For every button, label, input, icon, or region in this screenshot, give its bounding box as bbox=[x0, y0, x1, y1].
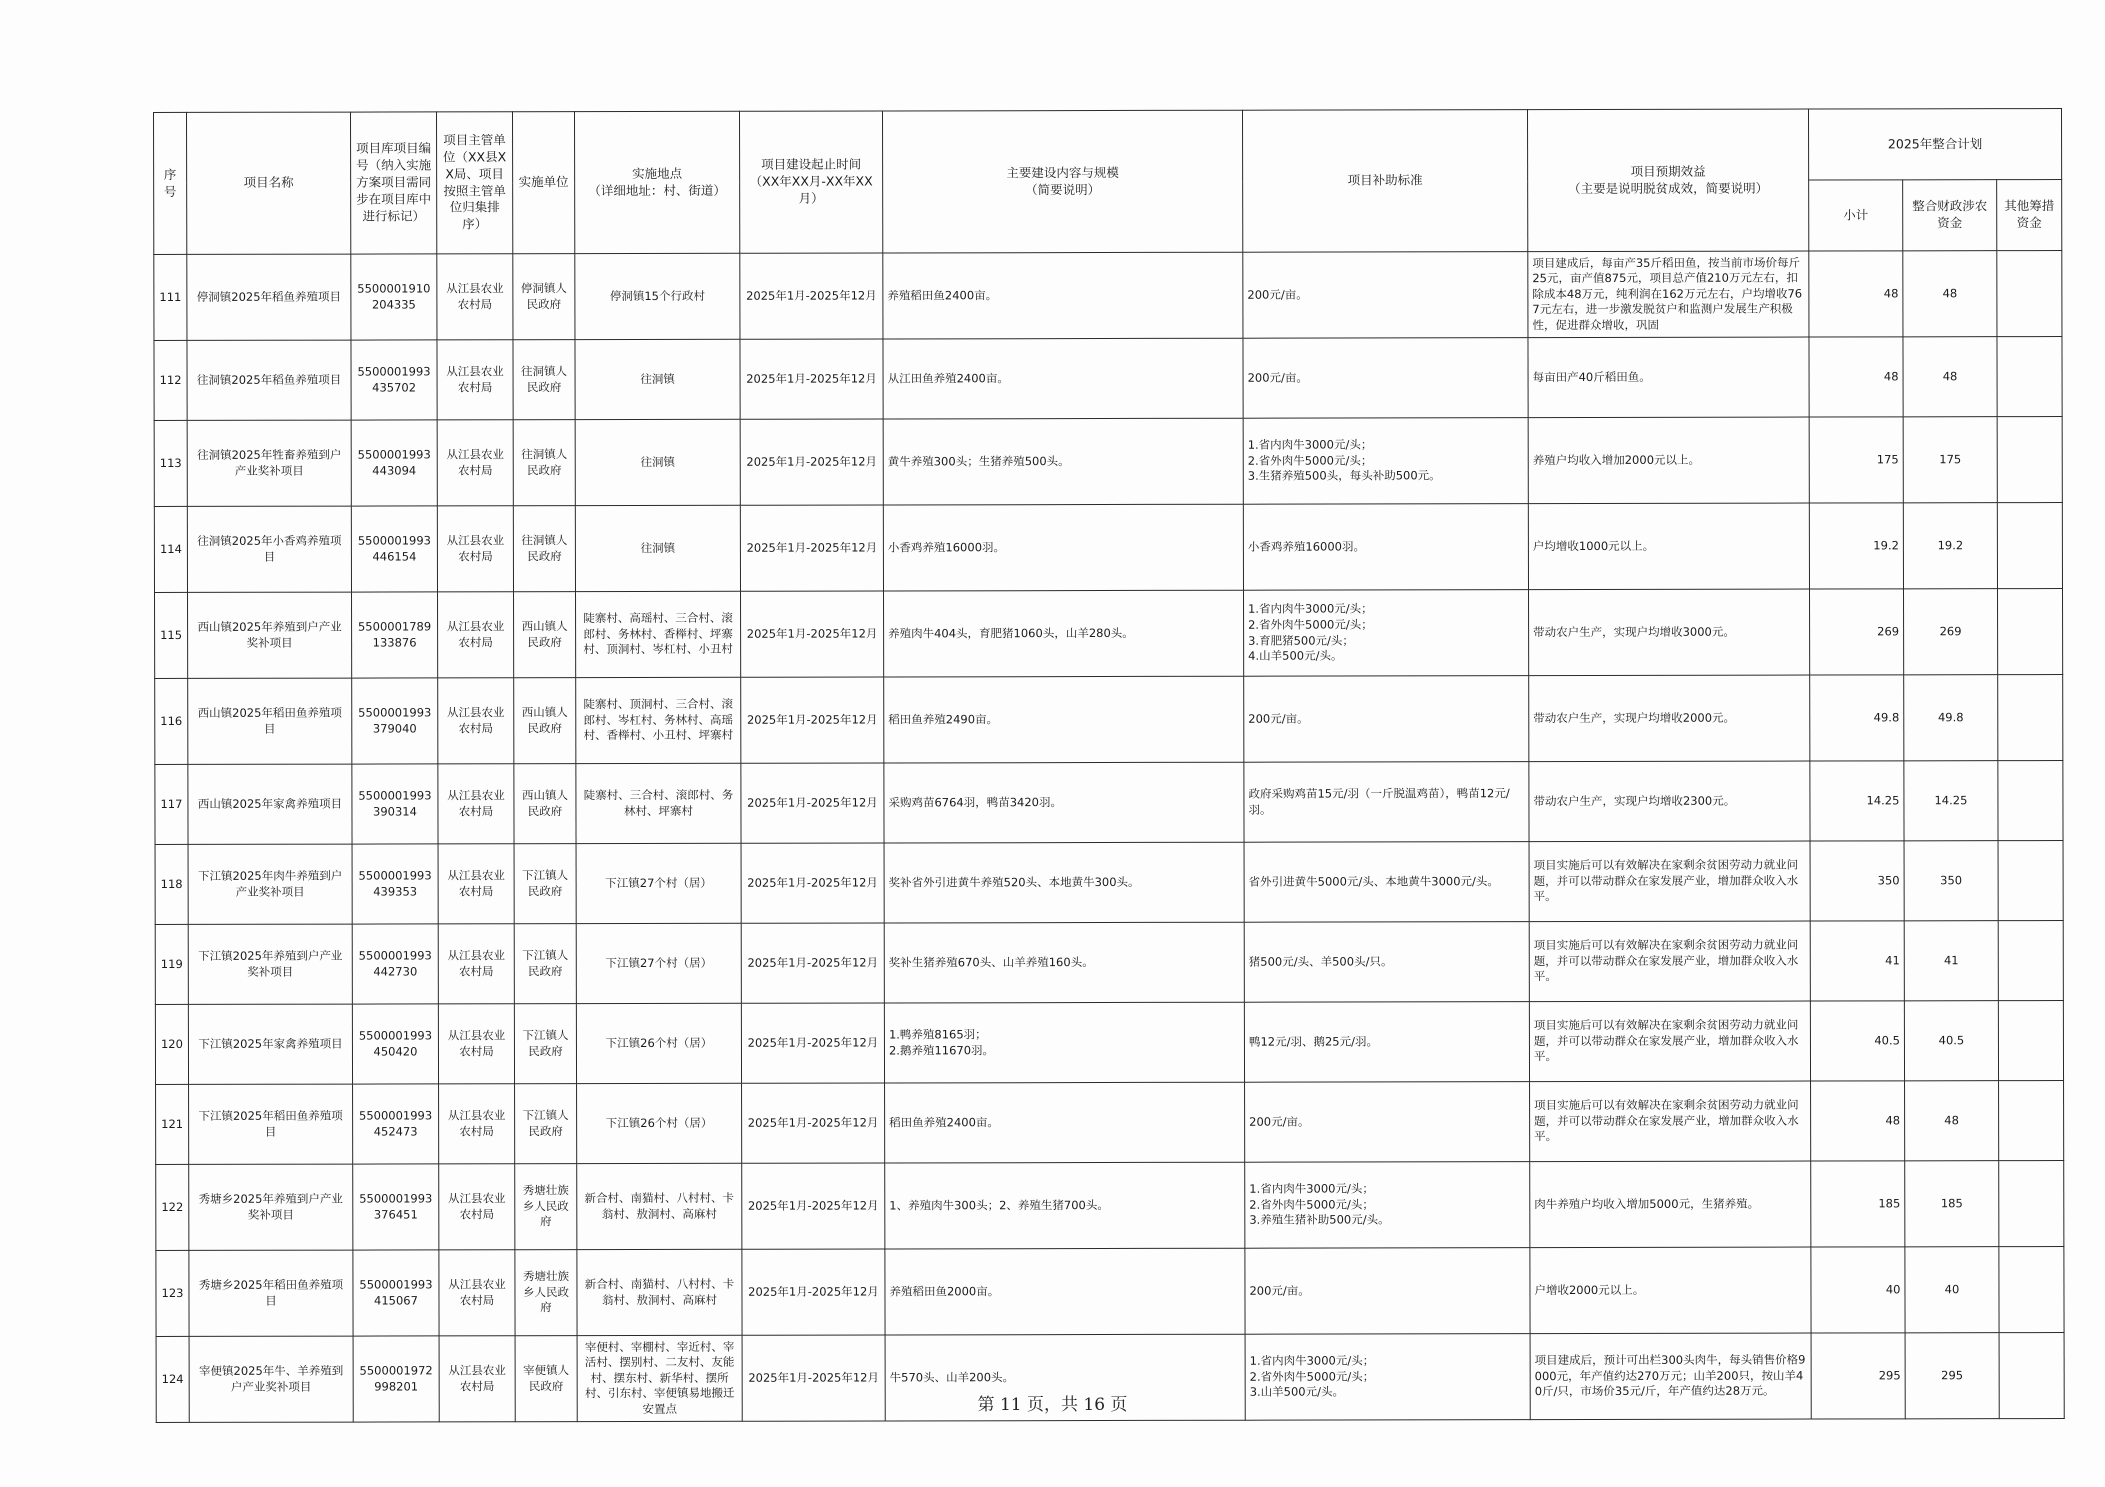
cell-dept: 从江县农业农村局 bbox=[438, 592, 514, 678]
cell-period: 2025年1月-2025年12月 bbox=[742, 1249, 885, 1335]
cell-fund-integrated: 175 bbox=[1903, 417, 1997, 503]
cell-subtotal: 48 bbox=[1811, 1081, 1905, 1161]
table-row bbox=[154, 417, 2062, 507]
cell-benefit: 项目实施后可以有效解决在家剩余贫困劳动力就业问题，并可以带动群众在家发展产业，增加群众收入水平。 bbox=[1529, 841, 1810, 922]
cell-project-name: 秀塘乡2025年养殖到户产业奖补项目 bbox=[189, 1164, 353, 1250]
cell-project-code: 5500001993390314 bbox=[352, 764, 438, 844]
cell-project-name: 下江镇2025年养殖到户产业奖补项目 bbox=[188, 924, 352, 1004]
cell-fund-integrated: 49.8 bbox=[1904, 675, 1998, 761]
cell-period: 2025年1月-2025年12月 bbox=[741, 591, 884, 677]
cell-standard: 1.省内肉牛3000元/头； 2.省外肉牛5000元/头； 3.育肥猪500元/头； 4.山羊500元/头。 bbox=[1244, 590, 1529, 677]
cell-subtotal: 185 bbox=[1811, 1161, 1905, 1247]
cell-content: 1.鸭养殖8165羽； 2.鹅养殖11670羽。 bbox=[884, 1002, 1244, 1083]
cell-seq: 112 bbox=[154, 340, 187, 420]
header-name: 项目名称 bbox=[187, 112, 351, 254]
cell-benefit: 每亩田产40斤稻田鱼。 bbox=[1528, 337, 1809, 418]
cell-dept: 从江县农业农村局 bbox=[437, 340, 513, 420]
cell-period: 2025年1月-2025年12月 bbox=[740, 339, 883, 419]
cell-unit: 下江镇人民政府 bbox=[514, 1004, 576, 1084]
cell-standard: 200元/亩。 bbox=[1243, 252, 1528, 339]
cell-subtotal: 175 bbox=[1809, 417, 1903, 503]
cell-benefit: 项目实施后可以有效解决在家剩余贫困劳动力就业问题，并可以带动群众在家发展产业，增加群众收入水平。 bbox=[1530, 1081, 1811, 1162]
cell-fund-other bbox=[1998, 675, 2063, 761]
cell-period: 2025年1月-2025年12月 bbox=[742, 1335, 885, 1421]
cell-project-name: 宰便镇2025年牛、羊养殖到户产业奖补项目 bbox=[189, 1336, 353, 1422]
cell-dept: 从江县农业农村局 bbox=[437, 506, 513, 592]
cell-unit: 往洞镇人民政府 bbox=[513, 340, 575, 420]
cell-content: 奖补生猪养殖670头、山羊养殖160头。 bbox=[884, 922, 1244, 1003]
cell-fund-other bbox=[1998, 761, 2063, 841]
table-row bbox=[155, 1001, 2063, 1085]
cell-project-name: 下江镇2025年家禽养殖项目 bbox=[188, 1004, 352, 1084]
cell-unit: 下江镇人民政府 bbox=[514, 924, 576, 1004]
header-seq: 序号 bbox=[154, 112, 187, 254]
cell-period: 2025年1月-2025年12月 bbox=[741, 923, 884, 1003]
table-row bbox=[155, 589, 2063, 679]
cell-standard: 200元/亩。 bbox=[1245, 1082, 1530, 1163]
cell-standard: 小香鸡养殖16000羽。 bbox=[1243, 504, 1528, 591]
cell-content: 从江田鱼养殖2400亩。 bbox=[883, 338, 1243, 419]
cell-subtotal: 41 bbox=[1810, 921, 1904, 1001]
cell-fund-integrated: 48 bbox=[1905, 1081, 1999, 1161]
cell-fund-integrated: 350 bbox=[1904, 841, 1998, 921]
table-row bbox=[154, 251, 2062, 341]
cell-project-name: 往洞镇2025年牲畜养殖到户产业奖补项目 bbox=[187, 420, 351, 506]
cell-benefit: 户均增收1000元以上。 bbox=[1528, 503, 1809, 590]
cell-seq: 111 bbox=[154, 254, 187, 340]
cell-seq: 113 bbox=[154, 420, 187, 506]
cell-unit: 往洞镇人民政府 bbox=[513, 420, 575, 506]
cell-unit: 往洞镇人民政府 bbox=[513, 506, 575, 592]
cell-fund-other bbox=[1998, 921, 2063, 1001]
cell-benefit: 带动农户生产，实现户均增收2000元。 bbox=[1529, 675, 1810, 762]
cell-project-code: 5500001993446154 bbox=[351, 506, 437, 592]
cell-period: 2025年1月-2025年12月 bbox=[742, 1163, 885, 1249]
table-header bbox=[154, 109, 2062, 255]
cell-fund-other bbox=[1998, 1001, 2063, 1081]
cell-location: 新合村、南猫村、八村村、卡翁村、敖洞村、高麻村 bbox=[577, 1249, 742, 1335]
cell-project-code: 5500001910204335 bbox=[351, 254, 437, 340]
cell-content: 牛570头、山羊200头。 bbox=[885, 1334, 1245, 1421]
cell-subtotal: 14.25 bbox=[1810, 761, 1904, 841]
cell-standard: 鸭12元/羽、鹅25元/羽。 bbox=[1244, 1002, 1529, 1083]
cell-subtotal: 40.5 bbox=[1810, 1001, 1904, 1081]
cell-dept: 从江县农业农村局 bbox=[438, 678, 514, 764]
cell-unit: 秀塘壮族乡人民政府 bbox=[515, 1164, 577, 1250]
cell-seq: 124 bbox=[156, 1336, 189, 1422]
cell-dept: 从江县农业农村局 bbox=[437, 254, 513, 340]
cell-project-name: 往洞镇2025年小香鸡养殖项目 bbox=[187, 506, 351, 592]
cell-content: 稻田鱼养殖2490亩。 bbox=[884, 676, 1244, 763]
cell-content: 采购鸡苗6764羽，鸭苗3420羽。 bbox=[884, 762, 1244, 843]
cell-seq: 115 bbox=[155, 592, 188, 678]
cell-fund-other bbox=[1999, 1247, 2064, 1333]
cell-project-name: 停洞镇2025年稻鱼养殖项目 bbox=[187, 254, 351, 340]
cell-dept: 从江县农业农村局 bbox=[439, 1164, 515, 1250]
cell-standard: 省外引进黄牛5000元/头、本地黄牛3000元/头。 bbox=[1244, 842, 1529, 923]
cell-fund-integrated: 41 bbox=[1904, 921, 1998, 1001]
table-row bbox=[155, 841, 2063, 925]
cell-fund-integrated: 19.2 bbox=[1903, 503, 1997, 589]
cell-unit: 下江镇人民政府 bbox=[514, 844, 576, 924]
cell-period: 2025年1月-2025年12月 bbox=[741, 1003, 884, 1083]
cell-project-name: 西山镇2025年稻田鱼养殖项目 bbox=[188, 678, 352, 764]
cell-fund-other bbox=[1999, 1161, 2064, 1247]
cell-standard: 1.省内肉牛3000元/头； 2.省外肉牛5000元/头； 3.生猪养殖500头，每头补助500元。 bbox=[1243, 418, 1528, 505]
cell-period: 2025年1月-2025年12月 bbox=[742, 1083, 885, 1163]
cell-content: 养殖稻田鱼2000亩。 bbox=[885, 1248, 1245, 1335]
cell-unit: 西山镇人民政府 bbox=[514, 764, 576, 844]
header-unit: 实施单位 bbox=[513, 112, 575, 254]
cell-fund-integrated: 40 bbox=[1905, 1247, 1999, 1333]
cell-project-code: 5500001993376451 bbox=[353, 1164, 439, 1250]
cell-fund-other bbox=[1998, 589, 2063, 675]
cell-dept: 从江县农业农村局 bbox=[439, 1084, 515, 1164]
cell-fund-other bbox=[1997, 417, 2062, 503]
cell-location: 陡寨村、高瑶村、三合村、滚郎村、务林村、香榉村、坪寨村、顶洞村、岑杠村、小丑村 bbox=[576, 591, 741, 677]
cell-period: 2025年1月-2025年12月 bbox=[741, 763, 884, 843]
header-period: 项目建设起止时间 （XX年XX月-XX年XX月） bbox=[739, 111, 882, 253]
cell-standard: 猪500元/头、羊500头/只。 bbox=[1244, 922, 1529, 1003]
table-row bbox=[154, 503, 2062, 593]
table-row bbox=[156, 1081, 2064, 1165]
cell-subtotal: 48 bbox=[1809, 337, 1903, 417]
cell-benefit: 项目实施后可以有效解决在家剩余贫困劳动力就业问题，并可以带动群众在家发展产业，增加群众收入水平。 bbox=[1529, 1001, 1810, 1082]
cell-seq: 117 bbox=[155, 764, 188, 844]
cell-content: 稻田鱼养殖2400亩。 bbox=[885, 1082, 1245, 1163]
cell-standard: 200元/亩。 bbox=[1243, 338, 1528, 419]
table-row bbox=[155, 921, 2063, 1005]
cell-unit: 下江镇人民政府 bbox=[515, 1084, 577, 1164]
cell-standard: 1.省内肉牛3000元/头； 2.省外肉牛5000元/头； 3.养殖生猪补助500元/头。 bbox=[1245, 1162, 1530, 1249]
cell-period: 2025年1月-2025年12月 bbox=[740, 253, 883, 339]
cell-benefit: 项目建成后，每亩产35斤稻田鱼，按当前市场价每斤25元，亩产值875元，项目总产值210万元左右，扣除成本48万元，纯利润在162万元左右，户均增收767元左右，进一步激发脱贫户和监测户发展生产积极性，促进群众增收，巩固 bbox=[1528, 251, 1809, 338]
header-plan-group: 2025年整合计划 bbox=[1808, 109, 2061, 181]
cell-benefit: 户增收2000元以上。 bbox=[1530, 1247, 1811, 1334]
cell-seq: 114 bbox=[154, 506, 187, 592]
cell-benefit: 养殖户均收入增加2000元以上。 bbox=[1528, 417, 1809, 504]
cell-fund-other bbox=[1998, 841, 2063, 921]
table-row bbox=[156, 1247, 2064, 1337]
header-dept: 项目主管单位（XX县XX局、项目按照主管单位归集排序） bbox=[437, 112, 513, 254]
header-subtotal: 小计 bbox=[1809, 180, 1903, 251]
cell-location: 陡寨村、顶洞村、三合村、滚郎村、岑杠村、务林村、高瑶村、香榉村、小丑村、坪寨村 bbox=[576, 677, 741, 763]
cell-unit: 西山镇人民政府 bbox=[514, 678, 576, 764]
cell-project-code: 5500001993443094 bbox=[351, 420, 437, 506]
cell-fund-integrated: 185 bbox=[1905, 1161, 1999, 1247]
cell-dept: 从江县农业农村局 bbox=[438, 764, 514, 844]
cell-subtotal: 19.2 bbox=[1809, 503, 1903, 589]
cell-subtotal: 48 bbox=[1809, 251, 1903, 337]
cell-fund-other bbox=[1997, 251, 2062, 337]
cell-project-name: 西山镇2025年家禽养殖项目 bbox=[188, 764, 352, 844]
cell-subtotal: 40 bbox=[1811, 1247, 1905, 1333]
cell-seq: 122 bbox=[156, 1164, 189, 1250]
cell-unit: 西山镇人民政府 bbox=[514, 592, 576, 678]
cell-benefit: 项目实施后可以有效解决在家剩余贫困劳动力就业问题，并可以带动群众在家发展产业，增加群众收入水平。 bbox=[1529, 921, 1810, 1002]
cell-content: 1、养殖肉牛300头；2、养殖生猪700头。 bbox=[885, 1162, 1245, 1249]
cell-benefit: 肉牛养殖户均收入增加5000元，生猪养殖。 bbox=[1530, 1161, 1811, 1248]
cell-content: 小香鸡养殖16000羽。 bbox=[883, 504, 1243, 591]
cell-location: 新合村、南猫村、八村村、卡翁村、敖洞村、高麻村 bbox=[577, 1163, 742, 1249]
header-code: 项目库项目编号（纳入实施方案项目需同步在项目库中进行标记） bbox=[351, 112, 437, 254]
cell-project-code: 5500001993450420 bbox=[352, 1004, 438, 1084]
cell-project-name: 下江镇2025年肉牛养殖到户产业奖补项目 bbox=[188, 844, 352, 924]
cell-seq: 121 bbox=[156, 1084, 189, 1164]
table-row bbox=[155, 761, 2063, 845]
cell-benefit: 带动农户生产，实现户均增收3000元。 bbox=[1529, 589, 1810, 676]
cell-fund-other bbox=[1999, 1081, 2064, 1161]
cell-project-name: 下江镇2025年稻田鱼养殖项目 bbox=[189, 1084, 353, 1164]
cell-seq: 116 bbox=[155, 678, 188, 764]
header-fund-integrated: 整合财政涉农资金 bbox=[1903, 180, 1997, 251]
cell-dept: 从江县农业农村局 bbox=[437, 420, 513, 506]
cell-period: 2025年1月-2025年12月 bbox=[740, 419, 883, 505]
cell-project-code: 5500001993415067 bbox=[353, 1250, 439, 1336]
cell-location: 下江镇26个村（居） bbox=[577, 1083, 742, 1163]
cell-subtotal: 295 bbox=[1811, 1333, 1905, 1419]
table-row bbox=[154, 337, 2062, 421]
cell-seq: 123 bbox=[156, 1250, 189, 1336]
cell-project-code: 5500001789133876 bbox=[352, 592, 438, 678]
cell-dept: 从江县农业农村局 bbox=[438, 924, 514, 1004]
cell-seq: 118 bbox=[155, 844, 188, 924]
header-location: 实施地点 （详细地址：村、街道） bbox=[575, 111, 740, 253]
cell-fund-integrated: 48 bbox=[1903, 337, 1997, 417]
cell-standard: 200元/亩。 bbox=[1244, 676, 1529, 763]
header-fund-other: 其他筹措资金 bbox=[1997, 180, 2062, 251]
cell-location: 陡寨村、三合村、滚郎村、务林村、坪寨村 bbox=[576, 763, 741, 843]
cell-unit: 停洞镇人民政府 bbox=[513, 254, 575, 340]
cell-seq: 120 bbox=[155, 1004, 188, 1084]
cell-standard: 1.省内肉牛3000元/头； 2.省外肉牛5000元/头； 3.山羊500元/头。 bbox=[1245, 1334, 1530, 1421]
cell-period: 2025年1月-2025年12月 bbox=[740, 505, 883, 591]
project-table bbox=[153, 108, 2065, 1423]
cell-fund-integrated: 269 bbox=[1904, 589, 1998, 675]
cell-project-code: 5500001972998201 bbox=[353, 1336, 439, 1422]
cell-benefit: 项目建成后，预计可出栏300头肉牛，每头销售价格9000元，年产值约达270万元；山羊200只，按山羊40斤/只，市场价35元/斤，年产值约达28万元。 bbox=[1530, 1333, 1811, 1420]
table-body bbox=[154, 251, 2064, 1423]
page-footer: 第 11 页，共 16 页 bbox=[977, 1395, 1128, 1415]
cell-unit: 宰便镇人民政府 bbox=[515, 1336, 577, 1422]
table-row bbox=[156, 1161, 2064, 1251]
cell-content: 养殖稻田鱼2400亩。 bbox=[883, 252, 1243, 339]
cell-dept: 从江县农业农村局 bbox=[439, 1250, 515, 1336]
cell-dept: 从江县农业农村局 bbox=[438, 844, 514, 924]
cell-location: 往洞镇 bbox=[575, 419, 740, 505]
cell-content: 养殖肉牛404头，育肥猪1060头，山羊280头。 bbox=[884, 590, 1244, 677]
header-content: 主要建设内容与规模 （简要说明） bbox=[882, 110, 1242, 253]
cell-location: 宰便村、宰棚村、宰近村、宰活村、摆别村、二友村、友能村、摆东村、新华村、摆所村、引东村、宰便镇易地搬迁安置点 bbox=[577, 1335, 742, 1421]
cell-subtotal: 49.8 bbox=[1810, 675, 1904, 761]
cell-project-name: 西山镇2025年养殖到户产业奖补项目 bbox=[188, 592, 352, 678]
cell-content: 奖补省外引进黄牛养殖520头、本地黄牛300头。 bbox=[884, 842, 1244, 923]
cell-project-code: 5500001993439353 bbox=[352, 844, 438, 924]
cell-fund-other bbox=[1997, 337, 2062, 417]
cell-period: 2025年1月-2025年12月 bbox=[741, 677, 884, 763]
table-row bbox=[155, 675, 2063, 765]
cell-dept: 从江县农业农村局 bbox=[439, 1336, 515, 1422]
cell-project-code: 5500001993379040 bbox=[352, 678, 438, 764]
cell-project-code: 5500001993435702 bbox=[351, 340, 437, 420]
cell-fund-other bbox=[1997, 503, 2062, 589]
cell-project-name: 往洞镇2025年稻鱼养殖项目 bbox=[187, 340, 351, 420]
cell-seq: 119 bbox=[155, 924, 188, 1004]
cell-fund-integrated: 48 bbox=[1903, 251, 1997, 337]
cell-standard: 政府采购鸡苗15元/羽（一斤脱温鸡苗），鸭苗12元/羽。 bbox=[1244, 762, 1529, 843]
cell-project-name: 秀塘乡2025年稻田鱼养殖项目 bbox=[189, 1250, 353, 1336]
cell-location: 停洞镇15个行政村 bbox=[575, 253, 740, 339]
cell-location: 下江镇27个村（居） bbox=[576, 923, 741, 1003]
cell-project-code: 5500001993452473 bbox=[353, 1084, 439, 1164]
cell-fund-integrated: 40.5 bbox=[1904, 1001, 1998, 1081]
cell-unit: 秀塘壮族乡人民政府 bbox=[515, 1250, 577, 1336]
cell-location: 下江镇26个村（居） bbox=[576, 1003, 741, 1083]
cell-location: 下江镇27个村（居） bbox=[576, 843, 741, 923]
cell-subtotal: 269 bbox=[1810, 589, 1904, 675]
cell-standard: 200元/亩。 bbox=[1245, 1248, 1530, 1335]
header-benefit: 项目预期效益 （主要是说明脱贫成效，简要说明） bbox=[1527, 109, 1808, 252]
cell-dept: 从江县农业农村局 bbox=[438, 1004, 514, 1084]
cell-benefit: 带动农户生产，实现户均增收2300元。 bbox=[1529, 761, 1810, 842]
cell-project-code: 5500001993442730 bbox=[352, 924, 438, 1004]
cell-location: 往洞镇 bbox=[575, 339, 740, 419]
cell-content: 黄牛养殖300头；生猪养殖500头。 bbox=[883, 418, 1243, 505]
cell-subtotal: 350 bbox=[1810, 841, 1904, 921]
cell-fund-integrated: 14.25 bbox=[1904, 761, 1998, 841]
cell-fund-integrated: 295 bbox=[1905, 1333, 1999, 1419]
header-standard: 项目补助标准 bbox=[1242, 110, 1527, 253]
cell-location: 往洞镇 bbox=[575, 505, 740, 591]
cell-period: 2025年1月-2025年12月 bbox=[741, 843, 884, 923]
